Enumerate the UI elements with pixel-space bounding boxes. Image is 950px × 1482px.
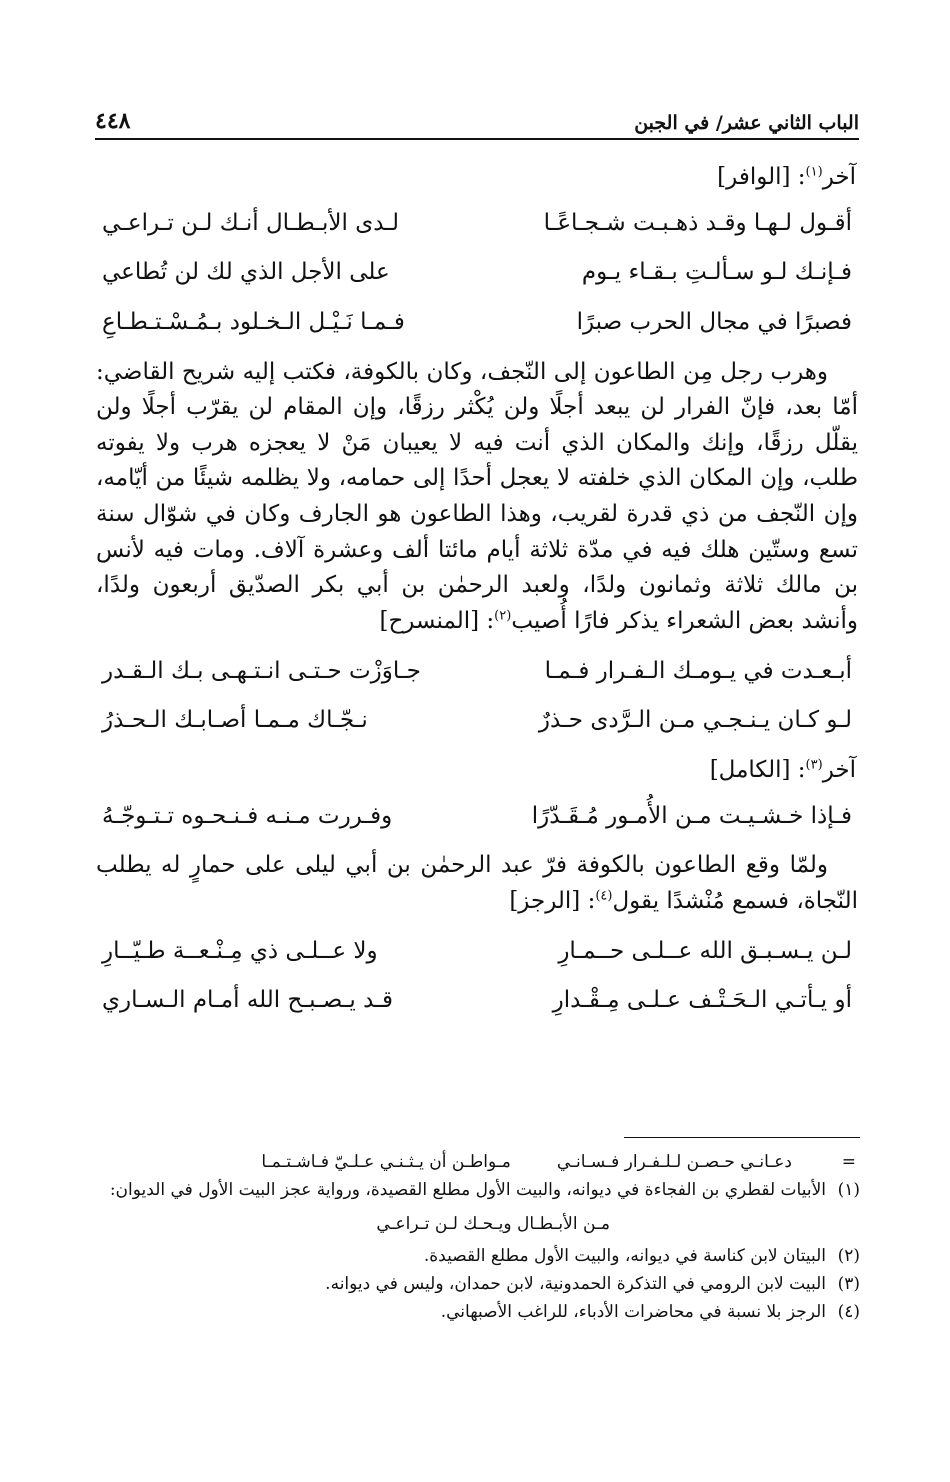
- footnote-continuation: = دعـانـي حـصـن لـلـفـرار فـسـانـي مـواطـن أن يـثـنـي عـلـيّ فـاشـتـمـا: [261, 1152, 856, 1172]
- footnote: (٢)البيتان لابن كناسة في ديوانه، والبيت الأول مطلع القصيدة.: [423, 1246, 860, 1267]
- page-number: ٤٤٨: [95, 108, 131, 134]
- footnote-verse: مـن الأبـطـال ويـحـك لـن تـراعـي: [376, 1214, 610, 1235]
- footnote-ref[interactable]: (٣): [805, 757, 823, 773]
- verse: لـو كـان يـنـجـي مـن الـرَّدى حـذرٌ نـجّـاك مـمـا أصـابـك الـحـذرُ: [102, 707, 852, 734]
- running-header: [95, 102, 859, 140]
- poem-label: آخر$^{(٣)}$: [الكامل]: [709, 756, 856, 783]
- footnote: (٣)البيت لابن الرومي في التذكرة الحمدونية، لابن حمدان، وليس في ديوانه.: [325, 1274, 860, 1295]
- footnote: (٤)الرجز بلا نسبة في محاضرات الأدباء، للراغب الأصبهاني.: [440, 1302, 860, 1323]
- footnote-divider: [624, 1137, 860, 1138]
- verse: فـإذا خـشـيـت مـن الأُمـور مُـقَـدّرًا وفـررت مـنـه فـنـحـوه تـتـوجّـهُ: [102, 802, 852, 829]
- footnote-ref[interactable]: (٢): [494, 608, 512, 624]
- verse: فـإنـك لـو سـألـتِ بـقـاء يـوم على الأجل الذي لك لن تُطاعي: [102, 259, 852, 286]
- footnote: (١)الأبيات لقطري بن الفجاءة في ديوانه، والبيت الأول مطلع القصيدة، ورواية عجز البيت الأول في الديوان:: [109, 1180, 860, 1201]
- verse: أو يـأتـي الـحَـتْـف عـلـى مِـقْـدارِ قـد يـصـبـح الله أمـام الـسـاري: [102, 987, 852, 1014]
- footnote-ref[interactable]: (٤): [595, 888, 613, 904]
- footnotes: [96, 1148, 860, 1326]
- poem-label: آخر$^{(١)}$: [الوافر]: [717, 164, 856, 190]
- verse: أقـول لـهـا وقـد ذهـبـت شـجـاعًـا لـدى الأبـطـال أنـك لـن تـراعـي: [102, 209, 852, 236]
- verse: فصبرًا في مجال الحرب صبرًا فـمـا نَـيْـل الـخـلود بـمُـسْـتـطـاعِ: [102, 308, 852, 335]
- verse: أبـعـدت في يـومـك الـفـرار فـمـا جـاوَزْت حـتـى انـتـهـى بـك الـقـدر: [102, 657, 852, 684]
- prose-paragraph: ولمّا وقع الطاعون بالكوفة فرّ عبد الرحمٰن بن أبي ليلى على حمارٍ له يطلب النّجاة، فسمع مُنْشدًا يقول$^{(٤)}$: [الرجز]: [96, 852, 858, 914]
- verse: لـن يـسـبـق الله عــلـى حــمـارِ ولا عــلـى ذي مِـنْـعــة طـيّــارِ: [102, 937, 852, 964]
- prose-paragraph: وهرب رجل مِن الطاعون إلى النّجف، وكان بالكوفة، فكتب إليه شريح القاضي: أمّا بعد، فإنّ الفرار لن يبعد أجلًا ولن يُكْثر رزقًا، وإن المقام لن يقرّب أجلًا ولن يقلّل رزقًا، وإنك والمكان الذي أنت فيه لا يعيبان مَنْ لا يعجزه هرب ولا يفوته طلب، وإن المكان الذي خلفته لا يعجل أحدًا إلى حمامه، ولا يظلمه شيئًا من أيّامه، وإن النّجف من ذي قدرة لقريب، وهذا الطاعون هو الجارف وكان في شوّال سنة تسع وستّين هلك فيه في مدّة ثلاثة أيام مائتا ألف وعشرة آلاف. ومات فيه لأنس بن مالك ثلاثة وثمانون ولدًا، ولعبد الرحمٰن بن أبي بكر الصدّيق أربعون ولدًا، وأنشد بعض الشعراء يذكر فارًا أُصيب$^{(٢)}$: [المنسرح]: [96, 358, 858, 635]
- chapter-title: الباب الثاني عشر/ في الجبن: [634, 112, 859, 134]
- footnote-ref[interactable]: (١): [805, 164, 823, 180]
- main-text: [96, 160, 858, 1033]
